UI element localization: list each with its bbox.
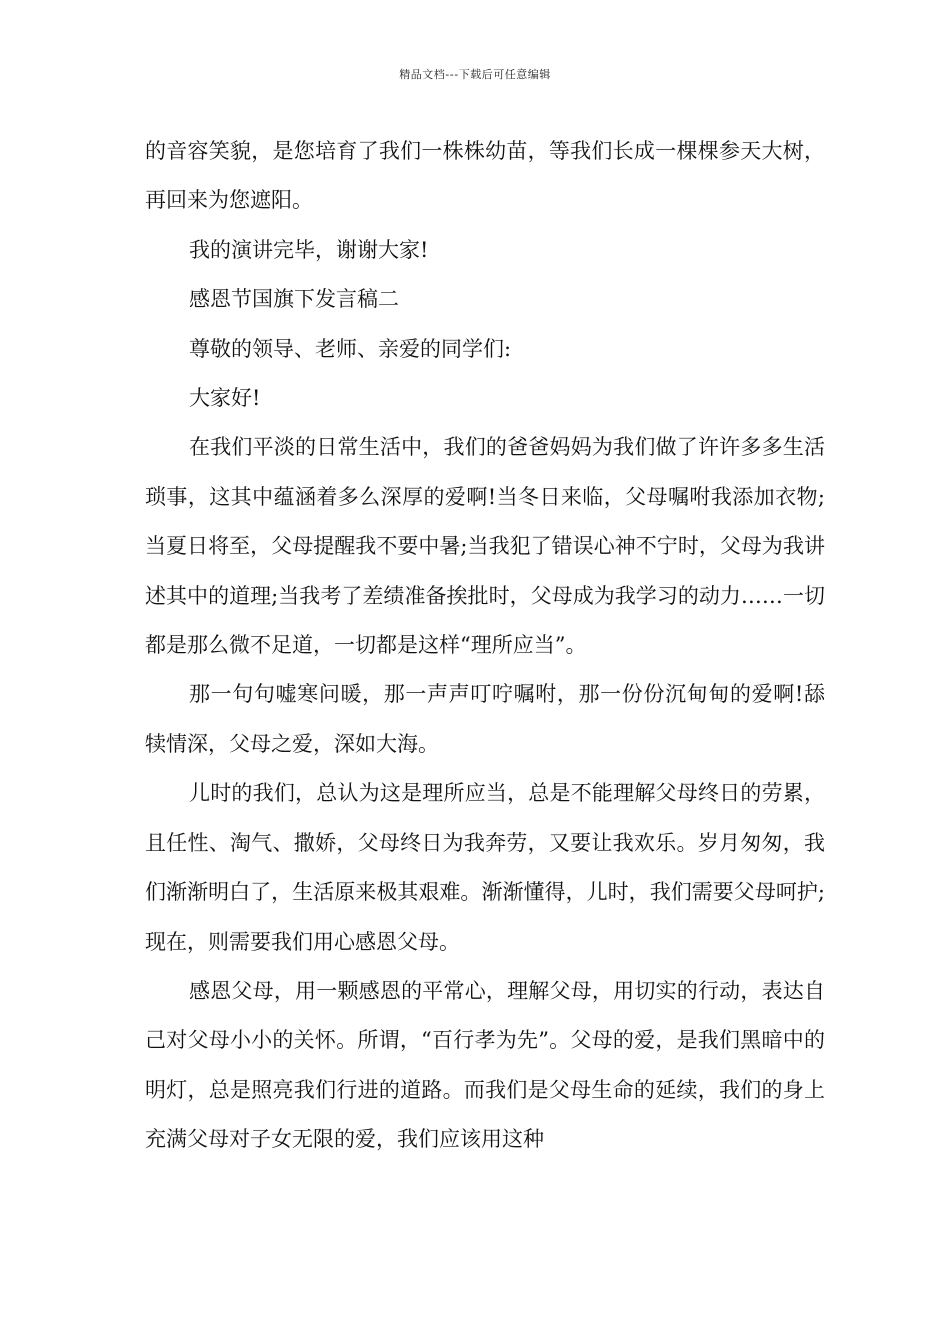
paragraph: 儿时的我们，总认为这是理所应当，总是不能理解父母终日的劳累，且任性、淘气、撒娇，父母终日为我奔劳，又要让我欢乐。岁月匆匆，我们渐渐明白了，生活原来极其艰难。渐渐懂得，儿时，我们需要父母呵护;现在，则需要我们用心感恩父母。 [145,781,825,954]
paragraph: 的音容笑貌，是您培育了我们一株株幼苗，等我们长成一棵棵参天大树，再回来为您遮阳。 [145,139,825,213]
document-body [145,127,825,1165]
paragraph: 我的演讲完毕，谢谢大家! [189,237,429,262]
paragraph: 在我们平淡的日常生活中，我们的爸爸妈妈为我们做了许许多多生活琐事，这其中蕴涵着多么深厚的爱啊!当冬日来临，父母嘱咐我添加衣物;当夏日将至，父母提醒我不要中暑;当我犯了错误心神不宁时，父母为我讲述其中的道理;当我考了差绩准备挨批时，父母成为我学习的动力……一切都是那么微不足道，一切都是这样“理所应当”。 [145,435,825,658]
section-title: 感恩节国旗下发言稿二 [189,287,399,312]
salutation: 尊敬的领导、老师、亲爱的同学们: [189,336,512,361]
paragraph: 感恩父母，用一颗感恩的平常心，理解父母，用切实的行动，表达自己对父母小小的关怀。所谓，“百行孝为先”。父母的爱，是我们黑暗中的明灯，总是照亮我们行进的道路。而我们是父母生命的延续，我们的身上充满父母对子女无限的爱，我们应该用这种 [145,978,825,1152]
greeting: 大家好! [189,386,261,411]
page-header: 精品文档---下载后可任意编辑 [399,68,551,81]
paragraph: 那一句句嘘寒问暖，那一声声叮咛嘱咐，那一份份沉甸甸的爱啊!舔犊情深，父母之爱，深如大海。 [145,682,825,756]
